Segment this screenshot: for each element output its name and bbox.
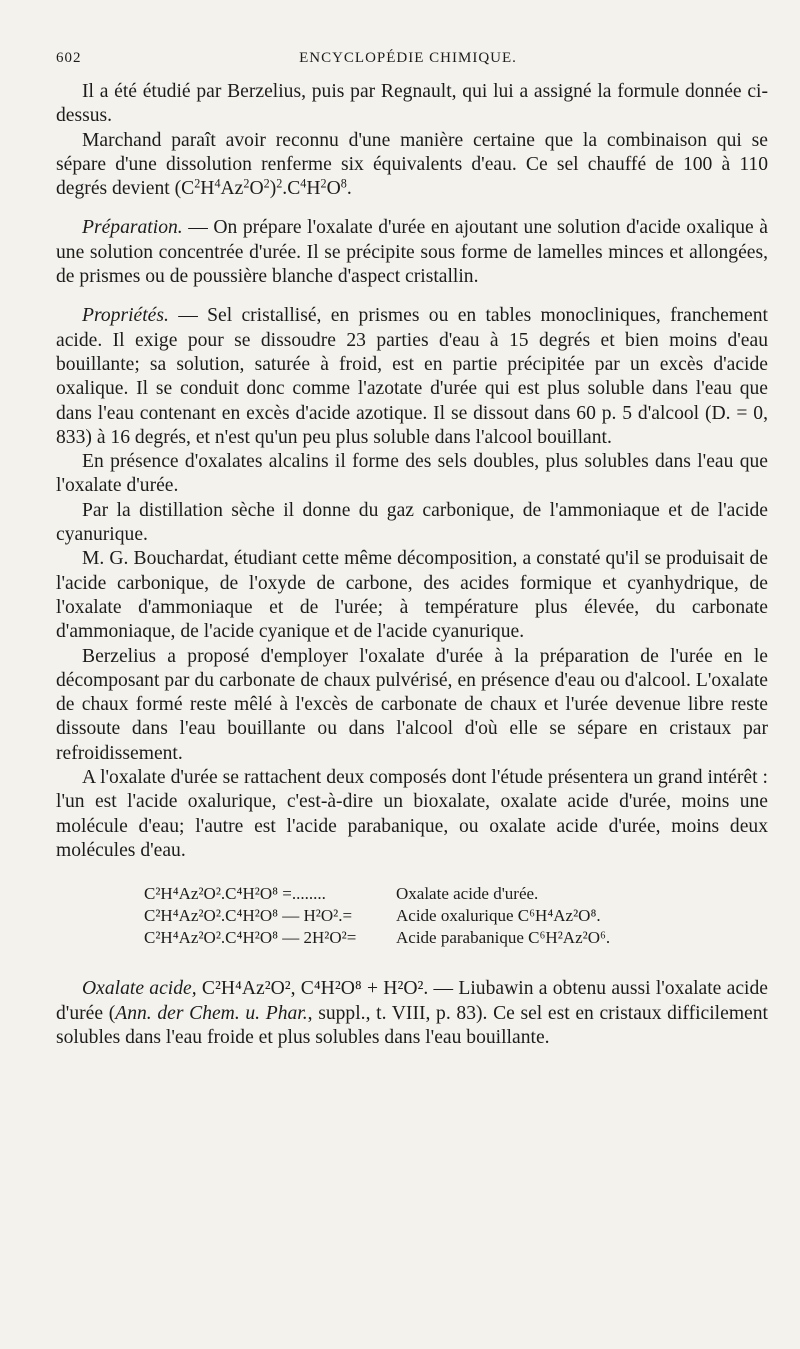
page-number: 602 xyxy=(56,50,82,66)
paragraph-proprietes: Propriétés. — Sel cristallisé, en prismes ou en tables monocliniques, franchement acide. Il exige pour se dissoudre 23 parties d'eau à 15 degrés et bien moins d'eau bouillante; sa solution, saturée à froid, est en partie précipitée par un excès d'acide oxalique. Il se conduit donc comme l'azotate d'urée qui est plus soluble dans l'eau que dans l'eau contenant en excès d'acide azotique. Il se dissout dans 60 p. 5 d'alcool (D. = 0, 833) à 16 degrés, et n'est qu'un peu plus soluble dans l'alcool bouillant. xyxy=(56,305,768,448)
paragraph: M. G. Bouchardat, étudiant cette même décomposition, a constaté qu'il se produisait de l'acide carbonique, de l'oxyde de carbone, des acides formique et cyanhydrique, de l'oxalate d'ammoniaque et de l'urée; à température plus élevée, du carbonate d'ammoniaque, de l'acide cyanique et de l'acide cyanurique. xyxy=(56,548,768,643)
reference-title: Ann. der Chem. u. Phar. xyxy=(115,1002,308,1024)
paragraph: Il a été étudié par Berzelius, puis par Regnault, qui lui a assigné la formule donnée ci-dessus. xyxy=(56,81,768,127)
running-header xyxy=(56,50,760,74)
body-text xyxy=(56,80,768,1050)
formula-row xyxy=(144,883,768,905)
formula-lhs: C²H⁴Az²O².C⁴H²O⁸ =........ xyxy=(144,884,326,904)
section-label: Préparation. xyxy=(82,217,183,239)
formula-lhs: C²H⁴Az²O².C⁴H²O⁸ — H²O².= xyxy=(144,906,353,926)
formula-lhs: C²H⁴Az²O².C⁴H²O⁸ — 2H²O²= xyxy=(144,928,357,948)
running-title: ENCYCLOPÉDIE CHIMIQUE. xyxy=(299,50,517,66)
formula-rhs: Acide oxalurique C⁶H⁴Az²O⁸. xyxy=(396,906,601,926)
paragraph-marchand: Marchand paraît avoir reconnu d'une manière certaine que la combinaison qui se sépare d'une dissolution renferme six équivalents d'eau. Ce sel chauffé de 100 à 110 degrés devient $(C^2H^4Az^2O^2)^2.C^4H^2O^8$. xyxy=(56,129,768,200)
formula-row xyxy=(144,905,768,927)
paragraph: Par la distillation sèche il donne du gaz carbonique, de l'ammoniaque et de l'acide cyanurique. xyxy=(56,499,768,546)
formula-rhs: Acide parabanique C⁶H²Az²O⁶. xyxy=(396,928,611,948)
paragraph-oxalate-acide: Oxalate acide, C²H⁴Az²O², C⁴H²O⁸ + H²O². — Liubawin a obtenu aussi l'oxalate acide d'urée (Ann. der Chem. u. Phar., suppl., t. VIII, p. 83). Ce sel est en cristaux difficilement solubles dans l'eau froide et plus solubles dans l'eau bouillante. xyxy=(56,978,768,1048)
section-label: Propriétés. xyxy=(82,305,169,327)
paragraph: Berzelius a proposé d'employer l'oxalate d'urée à la préparation de l'urée en le décomposant par du carbonate de chaux pulvérisé, en présence d'eau ou d'alcool. L'oxalate de chaux formé reste mêlé à l'excès de carbonate de chaux et l'urée devenue libre reste dissoute dans l'eau bouillante ou dans l'alcool d'où elle se sépare en cristaux par refroidissement. xyxy=(56,645,768,764)
formula-rhs: Oxalate acide d'urée. xyxy=(396,884,539,904)
section-label: Oxalate acide, xyxy=(82,978,197,1000)
formula-row xyxy=(144,927,768,949)
paragraph: A l'oxalate d'urée se rattachent deux composés dont l'étude présentera un grand intérêt : l'un est l'acide oxalurique, c'est-à-dire un bioxalate, oxalate acide d'urée, moins une molécule d'eau; l'autre est l'acide parabanique, ou oxalate acide d'urée, moins deux molécules d'eau. xyxy=(56,767,768,861)
formula-block xyxy=(144,883,768,949)
paragraph-preparation: Préparation. — On prépare l'oxalate d'urée en ajoutant une solution d'acide oxalique à une solution concentrée d'urée. Il se précipite sous forme de lamelles minces et allongées, de prismes ou de poussière blanche d'aspect cristallin. xyxy=(56,217,768,288)
paragraph: En présence d'oxalates alcalins il forme des sels doubles, plus solubles dans l'eau que l'oxalate d'urée. xyxy=(56,451,768,497)
